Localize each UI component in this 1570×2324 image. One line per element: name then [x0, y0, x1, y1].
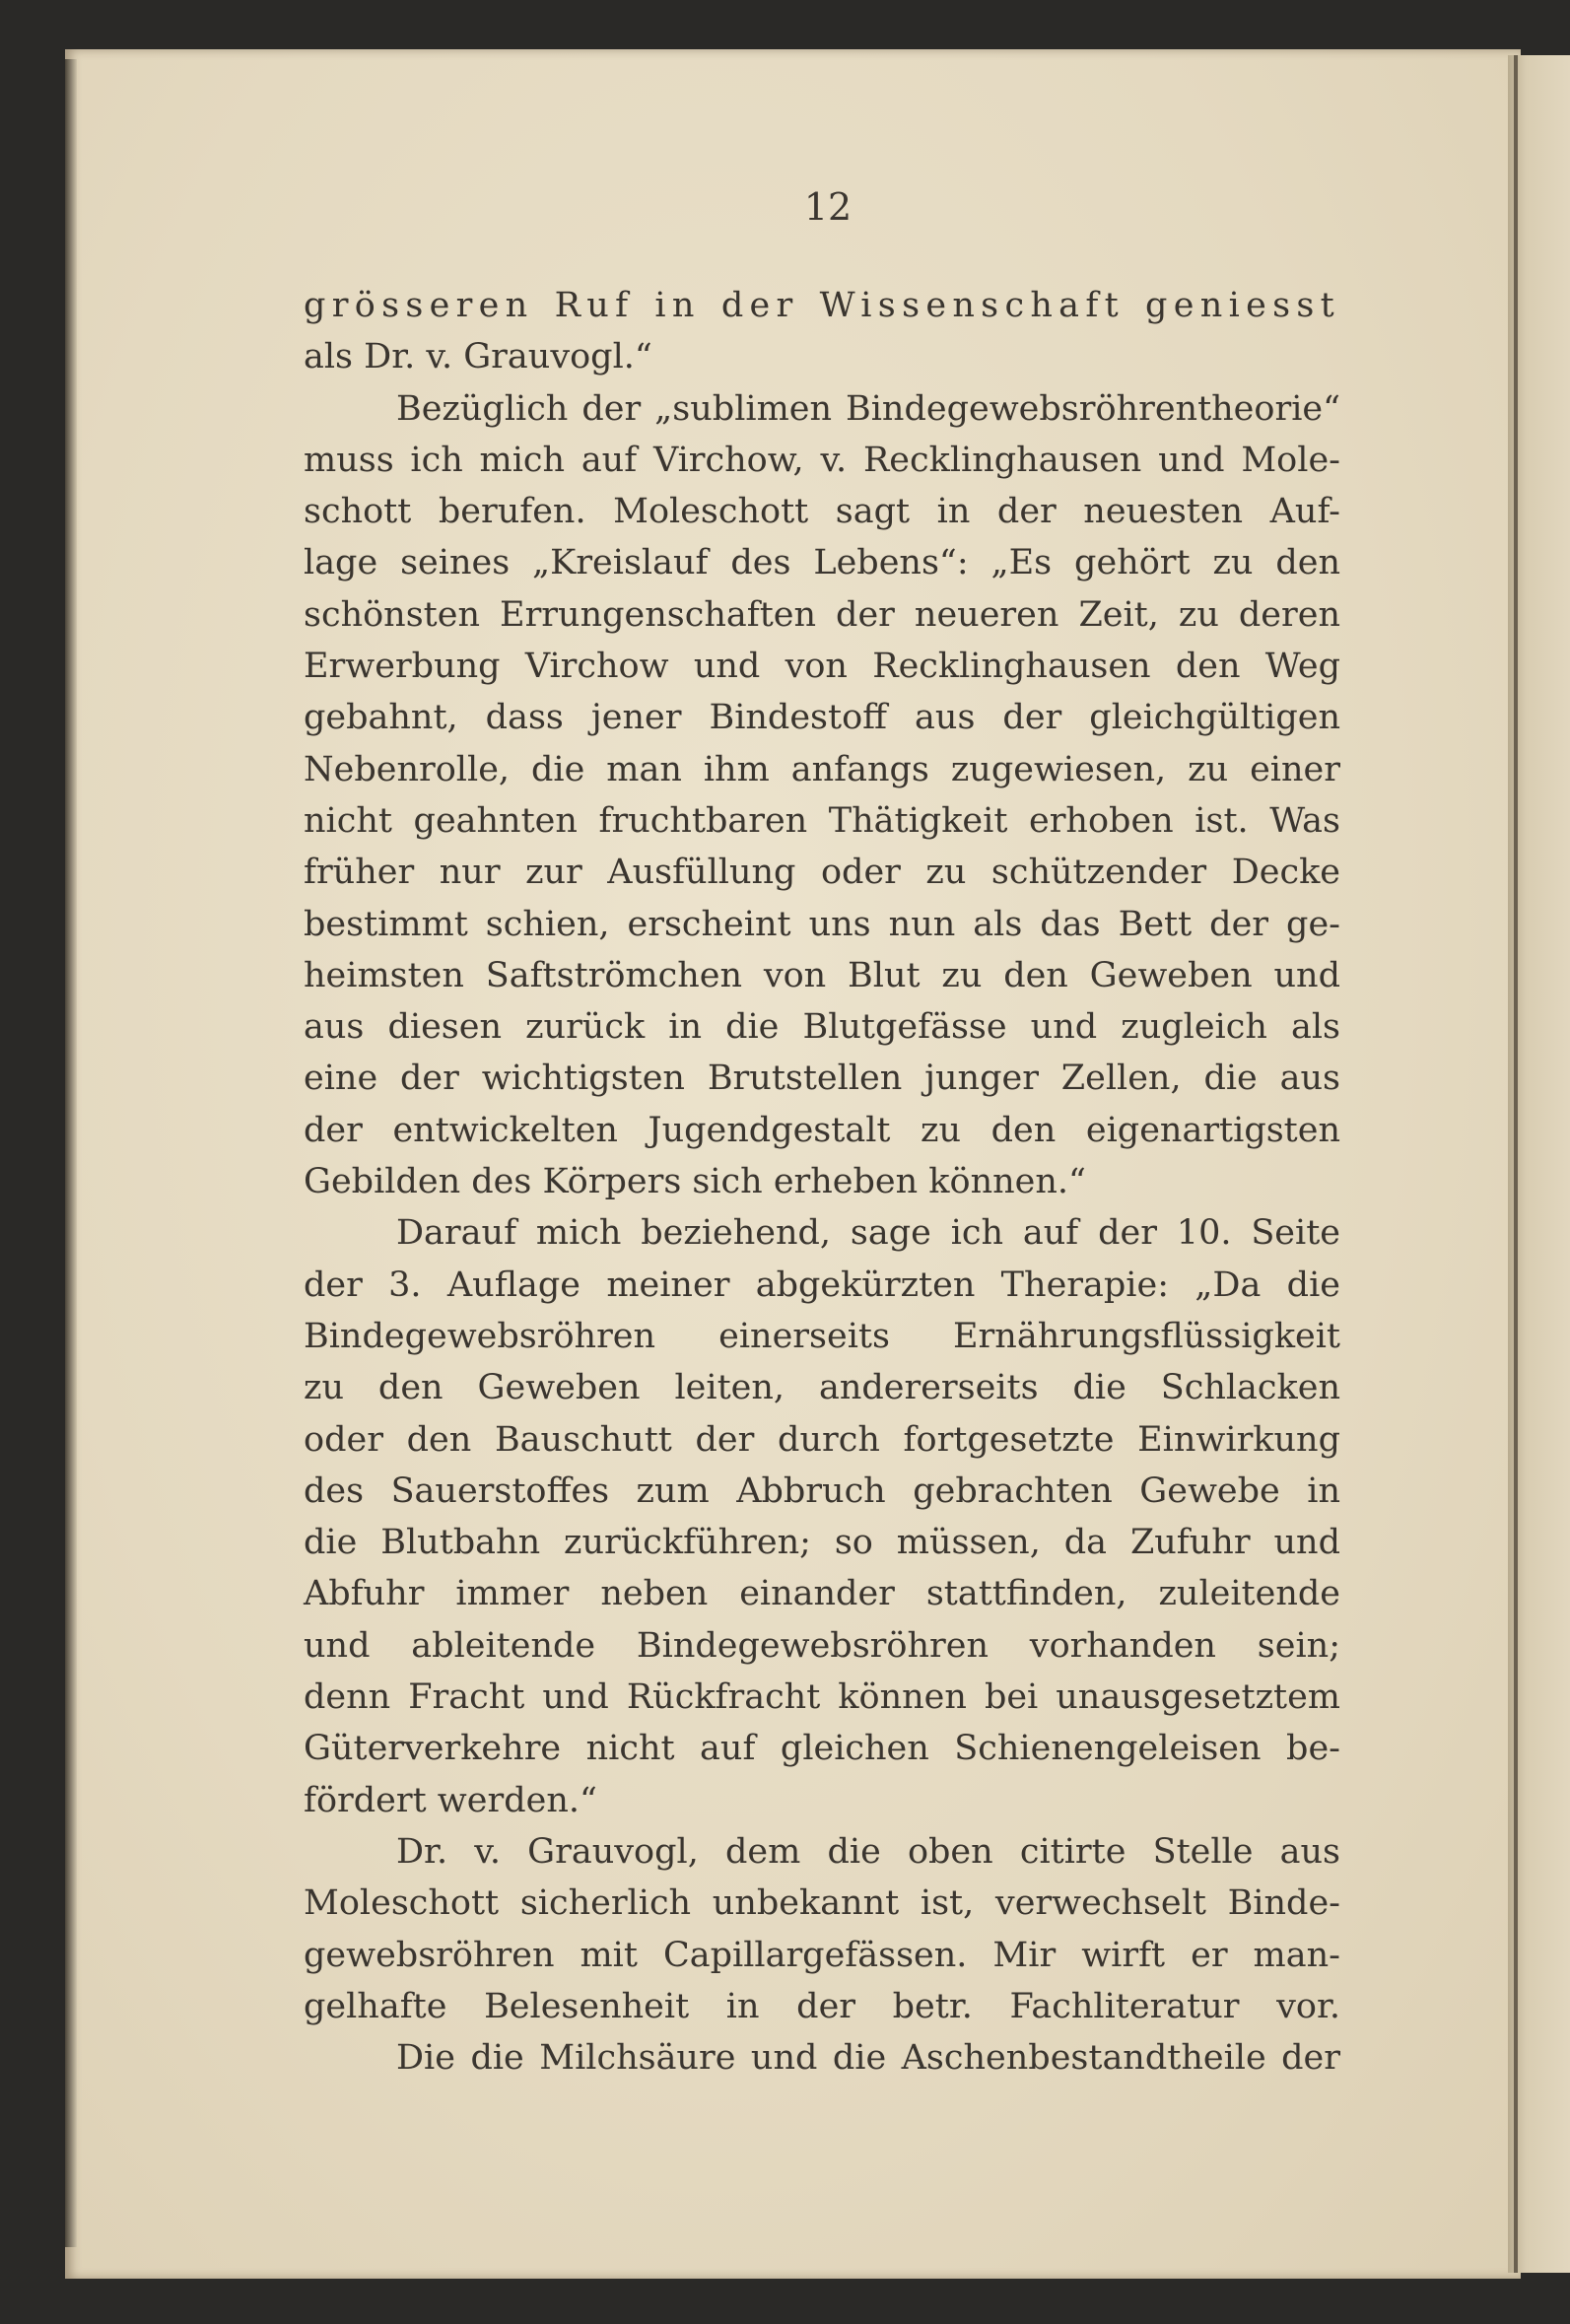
text-line: des Sauerstoffes zum Abbruch gebrachten Gewebe in: [304, 1470, 1340, 1511]
text-line: lage seines „Kreislauf des Lebens“: „Es gehört zu den: [304, 543, 1340, 583]
text-line: Gebilden des Körpers sich erheben können.“: [304, 1162, 1086, 1202]
text-line: die Blutbahn zurückführen; so müssen, da Zufuhr und: [304, 1523, 1340, 1563]
text-line: Bezüglich der „sublimen Bindegewebsröhrentheorie“: [396, 388, 1340, 429]
text-line: der entwickelten Jugendgestalt zu den eigenartigsten: [304, 1110, 1340, 1150]
text-line: gewebsröhren mit Capillargefässen. Mir wirft er man-: [304, 1935, 1340, 1975]
text-line: und ableitende Bindegewebsröhren vorhanden sein;: [304, 1625, 1340, 1666]
page-fold-line: [1514, 55, 1518, 2273]
page-number: 12: [803, 185, 853, 229]
text-line: der 3. Auflage meiner abgekürzten Therapie: „Da die: [304, 1265, 1340, 1305]
text-line: Die die Milchsäure und die Aschenbestandtheile der: [396, 2038, 1340, 2079]
text-line: Abfuhr immer neben einander stattfinden, zuleitende: [304, 1574, 1340, 1614]
book-spine-edge: [65, 59, 77, 2247]
text-line: gelhafte Belesenheit in der betr. Fachliteratur vor.: [304, 1986, 1340, 2026]
text-line: schönsten Errungenschaften der neueren Zeit, zu deren: [304, 594, 1340, 635]
text-line: gebahnt, dass jener Bindestoff aus der gleichgültigen: [304, 698, 1340, 738]
text-line: aus diesen zurück in die Blutgefässe und zugleich als: [304, 1007, 1340, 1048]
text-line: als Dr. v. Grauvogl.“: [304, 337, 652, 377]
text-line: nicht geahnten fruchtbaren Thätigkeit erhoben ist. Was: [304, 800, 1340, 841]
text-line: muss ich mich auf Virchow, v. Recklinghausen und Mole-: [304, 440, 1340, 480]
text-line: heimsten Saftströmchen von Blut zu den Geweben und: [304, 955, 1340, 995]
text-line: Darauf mich beziehend, sage ich auf der 10. Seite: [396, 1213, 1340, 1254]
text-line: Güterverkehre nicht auf gleichen Schienengeleisen be-: [304, 1729, 1340, 1769]
text-line: Dr. v. Grauvogl, dem die oben citirte Stelle aus: [396, 1831, 1340, 1872]
text-line: Moleschott sicherlich unbekannt ist, verwechselt Binde-: [304, 1883, 1340, 1924]
text-line: fördert werden.“: [304, 1780, 597, 1820]
text-line: früher nur zur Ausfüllung oder zu schützender Decke: [304, 853, 1340, 893]
text-line: Nebenrolle, die man ihm anfangs zugewiesen, zu einer: [304, 749, 1340, 789]
text-line: denn Fracht und Rückfracht können bei unausgesetztem: [304, 1677, 1340, 1718]
text-line: zu den Geweben leiten, andererseits die Schlacken: [304, 1368, 1340, 1408]
text-line: Bindegewebsröhren einerseits Ernährungsflüssigkeit: [304, 1316, 1340, 1356]
text-line: Erwerbung Virchow und von Recklinghausen den Weg: [304, 647, 1340, 687]
text-line: schott berufen. Moleschott sagt in der neuesten Auf-: [304, 492, 1340, 532]
text-line: eine der wichtigsten Brutstellen junger Zellen, die aus: [304, 1059, 1340, 1099]
text-line: oder den Bauschutt der durch fortgesetzte Einwirkung: [304, 1419, 1340, 1460]
text-line: grösseren Ruf in der Wissenschaft geniesst: [304, 286, 1340, 325]
body-text: [304, 280, 1340, 2084]
text-line: bestimmt schien, erscheint uns nun als das Bett der ge-: [304, 904, 1340, 944]
